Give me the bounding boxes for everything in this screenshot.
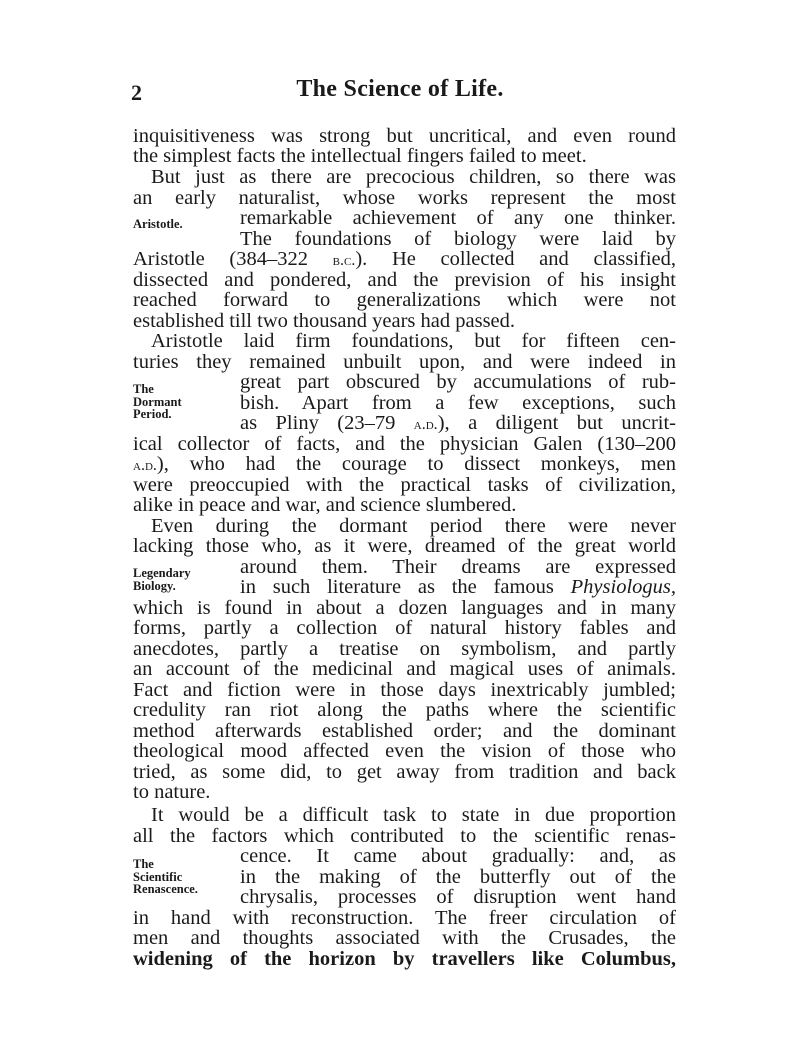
text-line: But just as there are precocious children, so there was <box>151 166 676 188</box>
text-line: bish. Apart from a few exceptions, such <box>240 392 676 414</box>
text-line: theological mood affected even the vision of those who <box>133 740 676 762</box>
text-line <box>133 249 676 271</box>
text-line: chrysalis, processes of disruption went hand <box>240 886 676 908</box>
era-abbrev: b.c. <box>332 252 356 269</box>
text-line: Aristotle laid firm foundations, but for fifteen cen- <box>151 330 676 352</box>
text-line: dissected and pondered, and the prevision of his insight <box>133 269 676 291</box>
text-line: tried, as some did, to get away from tradition and back <box>133 761 676 783</box>
sidenote-line: Biology. <box>133 578 176 593</box>
sidenote-line: Scientific <box>133 869 183 884</box>
text-line: men and thoughts associated with the Crusades, the <box>133 927 676 949</box>
book-title: Physiologus, <box>570 576 676 598</box>
text-run: in such literature as the famous <box>240 576 571 598</box>
text-line: method afterwards established order; and the dominant <box>133 720 676 742</box>
text-line <box>133 454 676 476</box>
text-line: the simplest facts the intellectual fingers failed to meet. <box>133 145 587 167</box>
text-line: lacking those who, as it were, dreamed of the great world <box>133 535 676 557</box>
text-line: widening of the horizon by travellers like Columbus, <box>133 948 676 970</box>
sidenote-line: Aristotle. <box>133 217 183 231</box>
text-line: an account of the medicinal and magical uses of animals. <box>133 658 676 680</box>
sidenote-line: The <box>133 857 154 871</box>
page-number: 2 <box>131 80 142 105</box>
text-line: Fact and fiction were in those days inextricably jumbled; <box>133 679 676 701</box>
text-line: turies they remained unbuilt upon, and were indeed in <box>133 351 676 373</box>
sidenote-line: Period. <box>133 407 172 421</box>
text-run: Aristotle (384–322 <box>133 248 333 270</box>
text-line: to nature. <box>133 781 211 803</box>
text-line: inquisitiveness was strong but uncritical, and even round <box>133 125 676 147</box>
text-line: cence. It came about gradually: and, as <box>240 845 676 867</box>
text-line: which is found in about a dozen languages and in many <box>133 597 676 619</box>
text-line: Even during the dormant period there were never <box>151 515 676 537</box>
sidenote-scientific-renascence <box>133 858 198 896</box>
text-line: in the making of the butterfly out of the <box>240 866 676 888</box>
running-head: The Science of Life. <box>296 76 504 102</box>
text-line: remarkable achievement of any one thinker. <box>240 207 676 229</box>
text-line: all the factors which contributed to the scientific renas- <box>133 825 676 847</box>
sidenote-line: Dormant <box>133 394 182 409</box>
sidenote-line: Renascence. <box>133 882 198 896</box>
text-line: an early naturalist, whose works represent the most <box>133 187 676 209</box>
sidenote-aristotle <box>133 218 183 231</box>
text-line: alike in peace and war, and science slumbered. <box>133 494 517 516</box>
text-run: as Pliny (23–79 <box>240 412 414 434</box>
sidenote-legendary-biology <box>133 567 191 592</box>
era-abbrev: a.d. <box>413 416 438 433</box>
era-abbrev: a.d. <box>133 457 157 474</box>
text-run: ), a diligent but uncrit- <box>437 412 676 434</box>
text-line: It would be a difficult task to state in due proportion <box>151 804 676 826</box>
text-line: were preoccupied with the practical tasks of civilization, <box>133 474 676 496</box>
text-line: established till two thousand years had passed. <box>133 310 516 332</box>
text-line: forms, partly a collection of natural history fables and <box>133 617 676 639</box>
text-run: ). He collected and classified, <box>355 248 676 270</box>
text-line: great part obscured by accumulations of rub- <box>240 371 676 393</box>
text-line <box>240 413 676 435</box>
text-line: in hand with reconstruction. The freer circulation of <box>133 907 676 929</box>
sidenote-line: Legendary <box>133 566 191 580</box>
text-line: around them. Their dreams are expressed <box>240 556 676 578</box>
text-line <box>240 577 676 598</box>
text-line: The foundations of biology were laid by <box>240 228 676 250</box>
text-line: reached forward to generalizations which were not <box>133 289 676 311</box>
text-run: ), who had the courage to dissect monkeys, men <box>156 453 676 475</box>
sidenote-dormant-period <box>133 383 182 421</box>
text-line: anecdotes, partly a treatise on symbolism, and partly <box>133 638 676 660</box>
text-line: ical collector of facts, and the physician Galen (130–200 <box>133 433 676 455</box>
sidenote-line: The <box>133 382 154 396</box>
text-line: credulity ran riot along the paths where the scientific <box>133 699 676 721</box>
